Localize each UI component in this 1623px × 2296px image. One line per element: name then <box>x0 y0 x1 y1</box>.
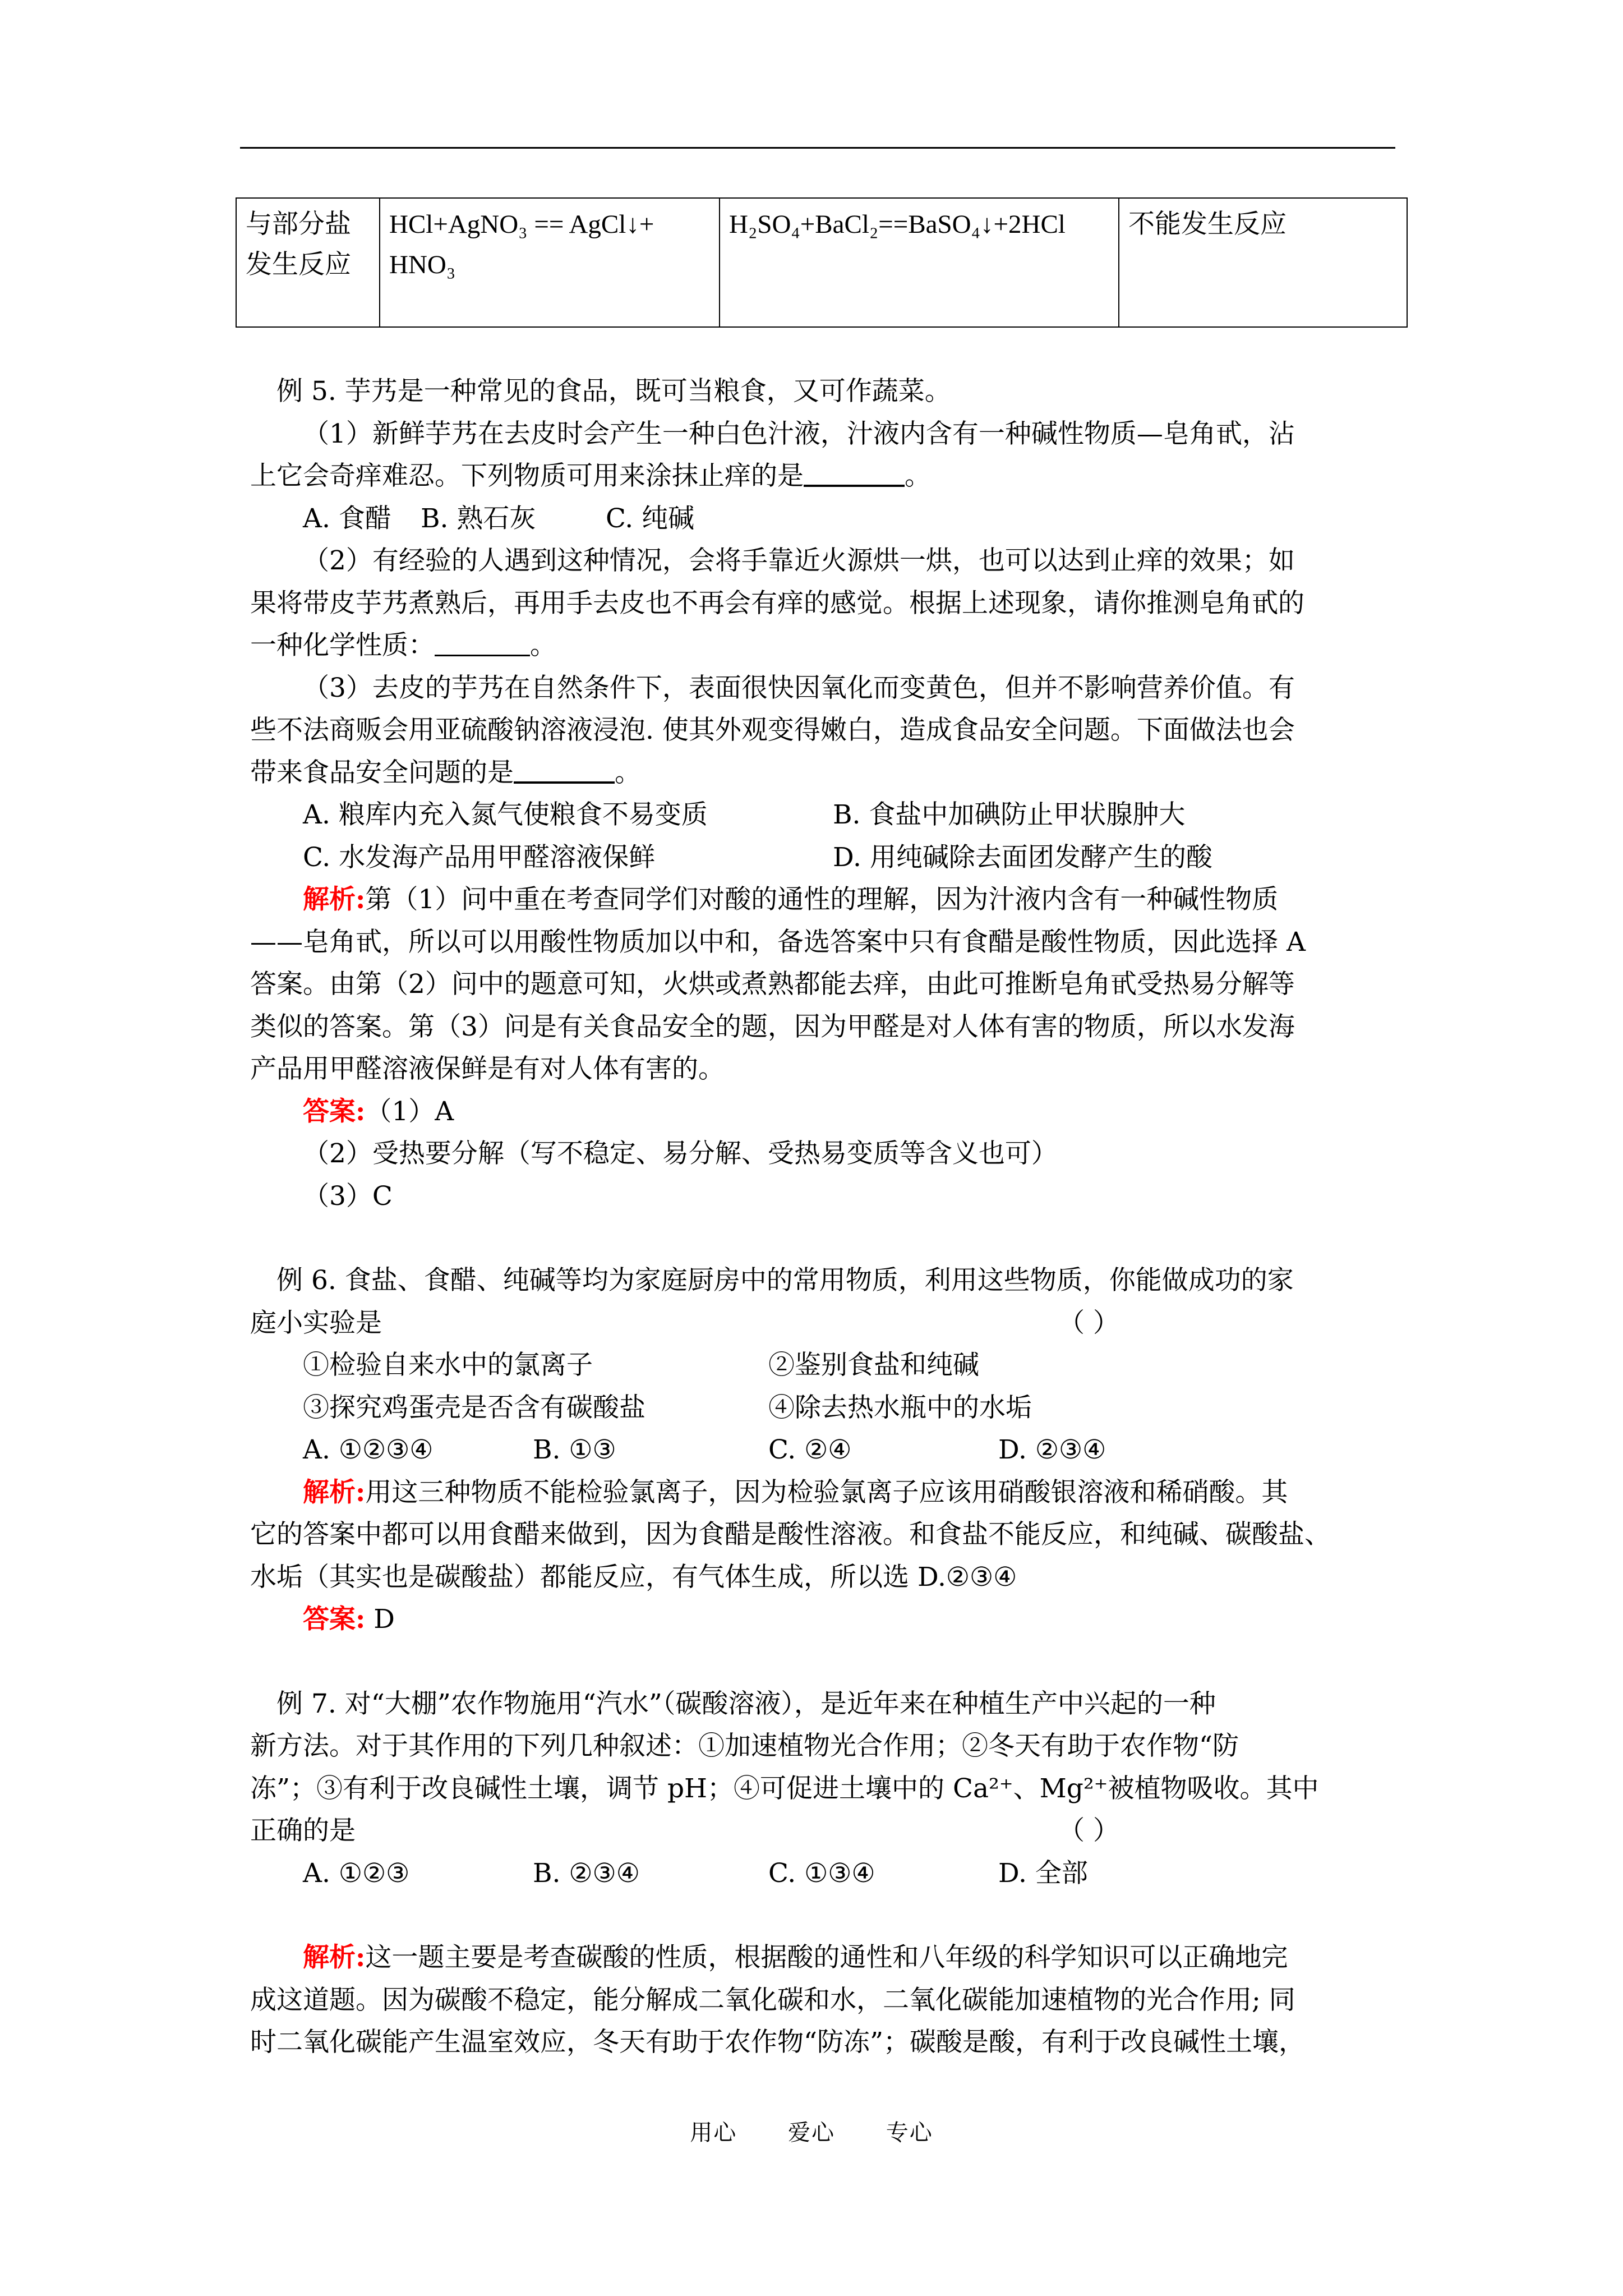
ex7-line4 <box>250 1810 1400 1852</box>
ex7-analysis-line1 <box>250 1936 1400 1979</box>
ex6-answer-paren: （ ） <box>1058 1307 1119 1338</box>
ex5-analysis-label: 解析: <box>303 884 366 915</box>
ex5-q3-end: 。 <box>615 757 641 788</box>
ex6-item-2: ②鉴别食盐和纯碱 <box>768 1350 979 1381</box>
row-label-cell <box>236 198 380 327</box>
ex5-q3-option-a: A. 粮库内充入氮气使粮食不易变质 <box>303 799 708 830</box>
h2so4-reaction-cell <box>720 198 1119 327</box>
hcl-reaction-cell <box>380 198 720 327</box>
spacer <box>250 1217 1400 1259</box>
ex5-q2-line3 <box>250 624 1400 667</box>
ex5-analysis-line3: 答案。由第（2）问中的题意可知，火烘或煮熟都能去痒，由此可推断皂角甙受热易分解等 <box>250 969 1295 1000</box>
ex7-analysis-label: 解析: <box>303 1942 366 1973</box>
ex5-q1-options <box>250 498 1400 540</box>
ex5-q1-option-b: B. 熟石灰 <box>421 503 536 534</box>
ex5-q3-option-b: B. 食盐中加碘防止甲状腺肿大 <box>833 799 1186 830</box>
ex6-analysis-line1 <box>250 1471 1400 1514</box>
table-row <box>236 198 1407 327</box>
ex5-analysis-line4: 类似的答案。第（3）问是有关食品安全的题，因为甲醛是对人体有害的物质，所以水发海 <box>250 1011 1295 1042</box>
ex5-analysis-line2: ——皂角甙，所以可以用酸性物质加以中和，备选答案中只有食醋是酸性物质，因此选择 A <box>250 926 1306 958</box>
ex6-title: 例 6. 食盐、食醋、纯碱等均为家庭厨房中的常用物质，利用这些物质，你能做成功的家 <box>276 1265 1294 1296</box>
hcl-reaction-line2: HNO₃ <box>389 250 456 279</box>
ex5-q1-option-c: C. 纯碱 <box>606 503 695 534</box>
ex6-options <box>250 1429 1400 1471</box>
ex6-title-line2 <box>250 1302 1400 1345</box>
ex7-options <box>250 1852 1400 1895</box>
no-reaction-text: 不能发生反应 <box>1128 209 1287 240</box>
ex7-option-c: C. ①③④ <box>768 1857 875 1889</box>
ex5-q1-line2 <box>250 455 1400 498</box>
ex5-title: 例 5. 芋艿是一种常见的食品，既可当粮食，又可作蔬菜。 <box>276 376 951 407</box>
ex5-q1-option-a: A. 食醋 <box>303 503 391 534</box>
ex7-option-a: A. ①②③ <box>303 1857 410 1889</box>
hcl-reaction-line1: HCl+AgNO₃ == AgCl↓+ <box>389 210 654 239</box>
ex5-analysis-text1: 第（1）问中重在考查同学们对酸的通性的理解，因为汁液内含有一种碱性物质 <box>365 884 1279 915</box>
ex5-analysis-line5: 产品用甲醛溶液保鲜是有对人体有害的。 <box>250 1053 725 1084</box>
ex6-answer-label: 答案: <box>303 1604 366 1635</box>
ex5-q3-option-c: C. 水发海产品用甲醛溶液保鲜 <box>303 841 656 873</box>
ex5-q3-line2: 些不法商贩会用亚硫酸钠溶液浸泡. 使其外观变得嫩白，造成食品安全问题。下面做法也会 <box>250 715 1295 746</box>
ex7-analysis-text1: 这一题主要是考查碳酸的性质，根据酸的通性和八年级的科学知识可以正确地完 <box>365 1942 1288 1973</box>
ex6-option-b: B. ①③ <box>533 1434 616 1465</box>
ex5-q3-option-d: D. 用纯碱除去面团发酵产生的酸 <box>833 841 1212 873</box>
ex7-title: 例 7. 对“大棚”农作物施用“汽水”（碳酸溶液），是近年来在种植生产中兴起的一种 <box>276 1688 1216 1719</box>
ex6-analysis-text1: 用这三种物质不能检验氯离子，因为检验氯离子应该用硝酸银溶液和稀硝酸。其 <box>365 1476 1288 1508</box>
footer-word-3: 专心 <box>886 2120 933 2146</box>
ex5-analysis-line1 <box>250 878 1400 921</box>
ex5-q1-end: 。 <box>905 461 931 491</box>
ex6-analysis-line2: 它的答案中都可以用食醋来做到，因为食醋是酸性溶液。和食盐不能反应，和纯碱、碳酸盐、 <box>250 1519 1331 1550</box>
h2so4-reaction: H₂SO₄+BaCl₂==BaSO₄↓+2HCl <box>729 210 1066 239</box>
ex6-option-c: C. ②④ <box>768 1434 852 1465</box>
ex6-item-3: ③探究鸡蛋壳是否含有碳酸盐 <box>303 1392 645 1423</box>
ex5-answer-line1 <box>250 1091 1400 1133</box>
ex5-q1-blank <box>804 461 905 487</box>
page-footer <box>0 2115 1623 2147</box>
ex7-analysis-line3: 时二氧化碳能产生温室效应，冬天有助于农作物“防冻”；碳酸是酸，有利于改良碱性土壤， <box>250 2027 1306 2058</box>
ex5-q2-line1: （2）有经验的人遇到这种情况，会将手靠近火源烘一烘，也可以达到止痒的效果；如 <box>303 545 1295 576</box>
ex5-answer-line3: （3）C <box>303 1180 393 1212</box>
ex6-item-4: ④除去热水瓶中的水垢 <box>768 1392 1032 1423</box>
ex5-q3-line1: （3）去皮的芋艿在自然条件下，表面很快因氧化而变黄色，但并不影响营养价值。有 <box>303 672 1295 703</box>
spacer <box>250 1894 1400 1936</box>
spacer <box>250 1641 1400 1683</box>
ex5-q2-end: 。 <box>530 630 556 661</box>
ex5-q1-text: 上它会奇痒难忍。下列物质可用来涂抹止痒的是 <box>250 461 804 491</box>
ex5-answer-1: （1）A <box>365 1096 454 1127</box>
no-reaction-cell <box>1119 198 1407 327</box>
ex5-q3-options-ab <box>250 794 1400 836</box>
ex5-q3-options-cd <box>250 836 1400 879</box>
ex7-analysis-line2: 成这道题。因为碳酸不稳定，能分解成二氧化碳和水，二氧化碳能加速植物的光合作用; 同 <box>250 1984 1295 2016</box>
footer-word-2: 爱心 <box>788 2120 835 2146</box>
footer-word-1: 用心 <box>690 2120 737 2146</box>
ex6-option-d: D. ②③④ <box>998 1434 1106 1465</box>
ex5-answer-line2: （2）受热要分解（写不稳定、易分解、受热易变质等含义也可） <box>303 1138 1058 1169</box>
ex5-q3-blank <box>514 758 615 784</box>
ex6-analysis-line3: 水垢（其实也是碳酸盐）都能反应，有气体生成，所以选 D.②③④ <box>250 1561 1017 1593</box>
row-label-line2: 发生反应 <box>246 249 351 280</box>
ex7-option-d: D. 全部 <box>998 1857 1088 1889</box>
reaction-table <box>236 197 1408 328</box>
ex5-q2-line2: 果将带皮芋艿煮熟后，再用手去皮也不再会有痒的感觉。根据上述现象，请你推测皂角甙的 <box>250 587 1304 619</box>
ex5-q3-text: 带来食品安全问题的是 <box>250 757 514 788</box>
header-rule <box>240 147 1395 149</box>
ex6-title-text2: 庭小实验是 <box>250 1307 382 1338</box>
ex6-analysis-label: 解析: <box>303 1476 366 1508</box>
ex5-q3-line3 <box>250 752 1400 794</box>
ex6-answer-line <box>250 1598 1400 1641</box>
ex6-item-1: ①检验自来水中的氯离子 <box>303 1350 593 1381</box>
row-label-line1: 与部分盐 <box>246 209 351 240</box>
ex6-answer: D <box>365 1604 395 1635</box>
ex5-q2-text: 一种化学性质： <box>250 630 435 661</box>
ex7-answer-paren: （ ） <box>1058 1815 1119 1846</box>
ex7-line2: 新方法。对于其作用的下列几种叙述：①加速植物光合作用；②冬天有助于农作物“防 <box>250 1731 1239 1761</box>
ex7-option-b: B. ②③④ <box>533 1857 640 1889</box>
ex6-items-34 <box>250 1387 1400 1429</box>
ex7-line3: 冻”；③有利于改良碱性土壤，调节 pH；④可促进土壤中的 Ca²⁺、Mg²⁺被植物吸收。其中 <box>250 1773 1319 1804</box>
ex5-q1-line1: （1）新鲜芋艿在去皮时会产生一种白色汁液，汁液内含有一种碱性物质—皂角甙，沾 <box>303 418 1295 449</box>
ex6-items-12 <box>250 1344 1400 1387</box>
ex5-q2-blank <box>435 631 530 656</box>
ex6-option-a: A. ①②③④ <box>303 1434 434 1465</box>
ex5-answer-label: 答案: <box>303 1096 366 1127</box>
ex7-line4-text: 正确的是 <box>250 1815 356 1846</box>
document-body <box>250 370 1400 2064</box>
